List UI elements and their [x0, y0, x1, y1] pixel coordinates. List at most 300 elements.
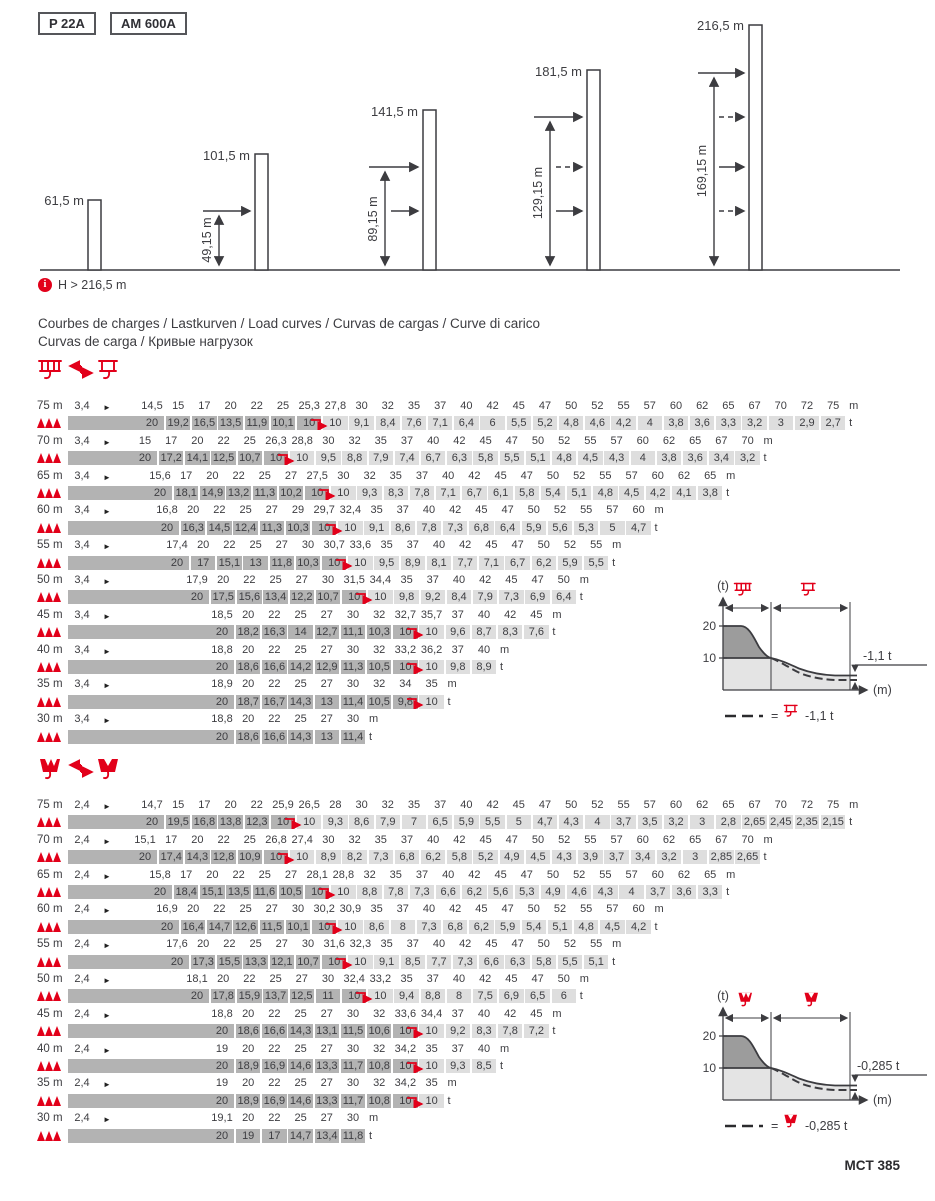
min-radius-value: 2,4	[74, 1043, 90, 1055]
radius-cell: 26,8	[265, 834, 287, 846]
load-band	[68, 955, 166, 969]
radius-cell: 35	[389, 470, 402, 482]
min-radius-value: 3,4	[74, 713, 90, 725]
delta-label: -1,1 t	[863, 649, 892, 663]
radius-cell: 37	[451, 1043, 464, 1055]
radius-cell: 32	[373, 1077, 386, 1089]
radius-cell: 32,3	[349, 938, 372, 950]
radius-row	[0, 398, 935, 415]
load-cell: 8,3	[384, 486, 409, 500]
load-cell: 13,1	[316, 1025, 338, 1037]
radius-cell: 30	[301, 539, 315, 551]
radius-cell: 52	[558, 435, 571, 447]
radius-cell: 37	[434, 400, 447, 412]
radius-cell: 42	[486, 400, 499, 412]
radius-cell: 42	[479, 973, 492, 985]
y-tick-10: 10	[702, 651, 716, 665]
radius-cell: 27	[320, 1112, 333, 1124]
load-cell: 10	[264, 451, 289, 465]
load-cell: 12,3	[246, 816, 268, 828]
load-cell: 4,5	[578, 451, 603, 465]
load-cell: 8,8	[357, 885, 382, 899]
min-radius-value: 2,4	[74, 1008, 90, 1020]
radius-cell: 55	[584, 834, 597, 846]
radius-cell: 28	[329, 799, 342, 811]
load-cell: 15,1	[218, 557, 241, 569]
load-cell: 11,1	[342, 626, 364, 638]
radius-unit-label: m	[499, 1043, 510, 1055]
radius-cell: 22	[223, 938, 236, 950]
load-cell: 9,1	[364, 521, 389, 535]
radius-cell: 27	[265, 504, 278, 516]
load-cell: 10	[419, 1059, 444, 1073]
radius-cell: 65	[689, 435, 702, 447]
load-cell: 8	[391, 920, 416, 934]
range-start-arrow-icon: ►	[103, 403, 111, 412]
load-row-icon	[37, 558, 63, 568]
load-cell: 7,5	[473, 989, 498, 1003]
radius-cell: 20	[206, 869, 219, 881]
load-cell: 7,2	[524, 1024, 549, 1038]
radius-unit-label: m	[654, 903, 664, 915]
load-cell: 11,3	[342, 661, 364, 673]
load-unit-label: t	[763, 851, 767, 863]
load-cell: 5	[600, 521, 625, 535]
load-band	[68, 451, 134, 465]
load-cell: 17	[262, 1129, 287, 1143]
load-cell: 16,6	[263, 731, 286, 743]
radius-cell: 35	[380, 539, 393, 551]
height-note-text: H > 216,5 m	[58, 278, 127, 292]
radius-cell: 40	[427, 834, 440, 846]
load-cell: 11,5	[261, 921, 283, 933]
load-cell: 3,8	[664, 416, 689, 430]
load-cell: 11	[316, 989, 341, 1003]
load-cell: 3	[769, 416, 794, 430]
load-cell: 4,8	[559, 416, 584, 430]
load-cell: 11,8	[342, 1130, 364, 1142]
radius-cell: 20	[217, 973, 230, 985]
radius-cell: 30	[346, 1043, 360, 1055]
radius-cell: 20	[224, 400, 237, 412]
load-row-icon	[37, 592, 63, 602]
load-cell: 20	[155, 521, 180, 535]
jib-length-label: 50 m	[37, 973, 63, 985]
load-band	[68, 815, 141, 829]
load-cell: 3,8	[698, 486, 723, 500]
radius-cell: 35,7	[420, 609, 443, 621]
jib-length-label: 35 m	[37, 678, 63, 690]
load-cell: 12,8	[212, 851, 235, 863]
load-cell: 16,9	[263, 1095, 286, 1107]
load-cell: 2,65	[736, 851, 759, 863]
load-cell: 14,9	[201, 487, 224, 499]
radius-cell: 60	[651, 470, 664, 482]
radius-cell: 27	[320, 644, 333, 656]
load-cell: 4,3	[593, 885, 618, 899]
load-cell: 2,9	[795, 416, 820, 430]
load-cell: 3,2	[657, 850, 682, 864]
load-unit-label: t	[579, 990, 583, 1002]
radius-cell: 65	[722, 400, 735, 412]
radius-cell: 60	[669, 799, 683, 811]
radius-cell: 37	[451, 644, 464, 656]
section-heading	[38, 315, 540, 350]
load-row	[0, 954, 935, 971]
radius-cell: 29,7	[313, 504, 335, 516]
radius-cell: 62	[696, 799, 709, 811]
load-row-icon	[37, 1061, 63, 1071]
info-icon: i	[38, 278, 52, 292]
radius-cell: 32	[373, 678, 386, 690]
load-cell: 7,3	[453, 955, 478, 969]
load-cell: 13	[315, 695, 340, 709]
radius-cell: 34	[399, 678, 412, 690]
load-cell: 5,9	[522, 521, 547, 535]
load-cell: 8,6	[349, 815, 374, 829]
radius-cell: 17	[198, 400, 211, 412]
min-radius-value: 3,4	[74, 435, 90, 447]
load-cell: 4,3	[604, 451, 629, 465]
load-cell: 9,3	[357, 486, 382, 500]
radius-cell: 32	[381, 799, 394, 811]
range-start-arrow-icon: ►	[103, 872, 111, 881]
min-radius-value: 2,4	[74, 834, 90, 846]
load-row-icon	[37, 1131, 63, 1141]
radius-cell: 72	[800, 799, 814, 811]
load-cell: 6,7	[421, 451, 446, 465]
radius-cell: 37	[396, 903, 409, 915]
radius-cell: 22	[250, 400, 263, 412]
load-cell: 5,6	[548, 521, 573, 535]
radius-cell: 32	[373, 644, 386, 656]
radius-cell: 40	[422, 504, 436, 516]
radius-cell: 40	[477, 1043, 491, 1055]
radius-cell: 35	[370, 504, 383, 516]
radius-cell: 17	[198, 799, 211, 811]
load-cell: 10	[393, 1024, 418, 1038]
load-cell: 13,3	[316, 1060, 338, 1072]
load-cell: 16,6	[263, 1025, 286, 1037]
radius-cell: 34,4	[369, 574, 392, 586]
radius-cell: 45	[479, 435, 492, 447]
radius-cell: 50	[537, 539, 550, 551]
load-unit-label: t	[763, 452, 767, 464]
radius-cell: 42	[468, 470, 481, 482]
load-cell: 6,4	[454, 416, 479, 430]
tower-5-height-label: 216,5 m	[697, 18, 744, 33]
load-cell: 20	[155, 920, 180, 934]
radius-cell: 42	[504, 609, 517, 621]
radius-cell: 45	[505, 973, 518, 985]
load-cell: 10,5	[368, 696, 390, 708]
trolley-a-icon	[739, 993, 753, 1006]
radius-cell: 35	[425, 1077, 438, 1089]
load-band	[68, 920, 156, 934]
radius-cell: 45	[485, 539, 498, 551]
radius-cell: 25	[249, 539, 262, 551]
load-cell: 14,3	[289, 696, 312, 708]
load-cell: 4,1	[672, 486, 697, 500]
trolley-b-icon	[784, 1115, 797, 1127]
range-start-arrow-icon: ►	[103, 837, 111, 846]
radius-cell: 60	[636, 834, 649, 846]
load-cell: 7,9	[369, 451, 394, 465]
load-cell: 8,3	[498, 625, 523, 639]
radius-cell: 20	[197, 539, 210, 551]
load-cell: 10	[393, 625, 418, 639]
load-cell: 5,8	[473, 451, 498, 465]
radius-row	[0, 971, 935, 988]
load-cell: 20	[185, 590, 210, 604]
load-cell: 13	[315, 730, 340, 744]
load-band	[68, 885, 149, 899]
load-cell: 10	[348, 955, 373, 969]
load-cell: 15,1	[201, 886, 224, 898]
min-radius-value: 3,4	[74, 539, 90, 551]
radius-cell: 22	[268, 609, 281, 621]
radius-unit-label: m	[552, 1008, 562, 1020]
radius-cell: 30,7	[323, 539, 345, 551]
load-cell: 11,3	[261, 522, 283, 534]
tower-3-height-label: 141,5 m	[371, 104, 418, 119]
load-cell: 6	[480, 416, 505, 430]
load-cell: 12,6	[234, 921, 257, 933]
min-radius-value: 3,4	[74, 644, 90, 656]
radius-cell: 30	[322, 834, 335, 846]
load-row-icon	[37, 991, 63, 1001]
load-cell: 5	[507, 815, 532, 829]
load-cell: 8,6	[391, 521, 416, 535]
load-cell: 10,3	[297, 557, 319, 569]
load-cell: 10	[419, 695, 444, 709]
load-cell: 10,9	[239, 851, 261, 863]
radius-cell: 22	[223, 539, 236, 551]
radius-cell: 55	[617, 400, 630, 412]
radius-cell: 20	[224, 799, 237, 811]
radius-cell: 50	[546, 869, 560, 881]
load-cell: 5,1	[526, 451, 551, 465]
radius-cell: 25	[258, 470, 271, 482]
load-cell: 10,3	[368, 626, 390, 638]
load-cell: 14,5	[208, 522, 231, 534]
load-cell: 7,7	[427, 955, 452, 969]
radius-cell: 32	[373, 1008, 386, 1020]
load-cell: 3,9	[578, 850, 603, 864]
load-cell: 5,3	[574, 521, 599, 535]
min-radius-value: 2,4	[74, 799, 90, 811]
radius-cell: 47	[531, 574, 544, 586]
load-cell: 12,4	[234, 522, 257, 534]
load-cell: 8,3	[472, 1024, 497, 1038]
jib-length-label: 75 m	[37, 799, 63, 811]
radius-cell: 50	[531, 834, 545, 846]
load-cell: 4,6	[567, 885, 592, 899]
radius-cell: 32	[381, 400, 394, 412]
load-cell: 6,3	[447, 451, 472, 465]
min-radius-value: 2,4	[74, 973, 90, 985]
radius-cell: 40	[452, 574, 466, 586]
range-start-arrow-icon: ►	[103, 1046, 111, 1055]
load-cell: 3,6	[672, 885, 697, 899]
load-cell: 11,8	[271, 557, 293, 569]
min-radius-value: 3,4	[74, 609, 90, 621]
radius-cell: 22	[217, 435, 230, 447]
radius-cell: 30	[321, 973, 335, 985]
radius-cell: 20	[187, 903, 200, 915]
radius-cell: 52	[553, 504, 567, 516]
jib-length-label: 40 m	[37, 1043, 63, 1055]
radius-cell: 50	[557, 574, 570, 586]
load-cell: 10	[322, 955, 347, 969]
radius-unit-label: m	[849, 400, 859, 412]
radius-cell: 25	[276, 400, 290, 412]
radius-unit-label: m	[552, 609, 562, 621]
radius-cell: 30	[346, 1008, 360, 1020]
load-step-arrow-icon	[317, 487, 343, 500]
radius-cell: 25	[258, 869, 271, 881]
load-cell: 14,6	[289, 1095, 312, 1107]
load-cell: 6,4	[495, 521, 520, 535]
load-cell: 6,6	[479, 955, 504, 969]
load-row-icon	[37, 887, 63, 897]
jib-length-label: 65 m	[37, 470, 63, 482]
tower-height-diagram	[0, 0, 935, 300]
load-cell: 10,1	[287, 921, 309, 933]
load-row-icon	[37, 817, 63, 827]
radius-row	[0, 832, 935, 849]
radius-unit-label: m	[368, 1112, 379, 1124]
radius-cell: 37	[396, 504, 409, 516]
load-cell: 6,8	[443, 920, 468, 934]
radius-cell: 40	[452, 973, 466, 985]
radius-cell: 18,8	[211, 1008, 233, 1020]
range-start-arrow-icon: ►	[103, 906, 111, 915]
load-cell: 10	[305, 885, 330, 899]
load-cell: 8,9	[401, 556, 426, 570]
load-cell: 14,3	[289, 731, 312, 743]
radius-cell: 22	[232, 470, 245, 482]
load-cell: 4,9	[541, 885, 566, 899]
radius-cell: 30	[346, 678, 360, 690]
radius-cell: 27	[265, 903, 278, 915]
load-cell: 8,7	[472, 625, 497, 639]
radius-cell: 40	[460, 400, 473, 412]
load-cell: 18,1	[175, 487, 197, 499]
radius-cell: 34,4	[420, 1008, 443, 1020]
radius-cell: 30,2	[313, 903, 335, 915]
jib-length-label: 60 m	[37, 504, 63, 516]
load-cell: 10,3	[287, 522, 309, 534]
radius-cell: 22	[268, 644, 281, 656]
radius-cell: 27	[320, 678, 333, 690]
range-start-arrow-icon: ►	[103, 542, 111, 551]
load-cell: 12,5	[291, 990, 313, 1002]
load-cell: 5,9	[495, 920, 520, 934]
radius-cell: 62	[662, 435, 676, 447]
load-cell: 15,9	[238, 990, 261, 1002]
range-start-arrow-icon: ►	[103, 577, 111, 586]
load-cell: 8,8	[421, 989, 446, 1003]
load-step-arrow-icon	[276, 851, 302, 864]
load-cell: 7,1	[428, 416, 453, 430]
load-cell: 20	[210, 1129, 235, 1143]
radius-cell: 72	[800, 400, 814, 412]
radius-cell: 35	[389, 869, 402, 881]
radius-cell: 25	[294, 678, 307, 690]
jib-length-label: 55 m	[37, 938, 63, 950]
load-cell: 10	[322, 556, 347, 570]
range-start-arrow-icon: ►	[103, 1011, 111, 1020]
radius-cell: 57	[643, 400, 656, 412]
radius-cell: 57	[610, 834, 623, 846]
radius-cell: 45	[494, 869, 507, 881]
load-cell: 10	[393, 1059, 418, 1073]
radius-cell: 52	[573, 470, 586, 482]
load-cell: 20	[133, 850, 158, 864]
load-band	[68, 1129, 211, 1143]
radius-cell: 17	[180, 470, 193, 482]
radius-cell: 35	[400, 973, 413, 985]
radius-cell: 35	[374, 834, 387, 846]
load-cell: 20	[133, 451, 158, 465]
radius-cell: 42	[479, 574, 492, 586]
load-cell: 7,4	[395, 451, 420, 465]
trolley-a-icon	[40, 759, 60, 778]
radius-cell: 26,3	[265, 435, 287, 447]
radius-cell: 42	[504, 1008, 517, 1020]
min-radius-value: 3,4	[74, 678, 90, 690]
load-cell: 7,6	[524, 625, 549, 639]
radius-cell: 30	[346, 609, 360, 621]
load-band	[68, 416, 141, 430]
load-cell: 10	[323, 416, 348, 430]
load-cell: 4,5	[600, 920, 625, 934]
radius-cell: 30	[291, 903, 305, 915]
load-unit-label: t	[654, 921, 658, 933]
load-cell: 10,1	[272, 417, 294, 429]
load-cell: 10	[368, 590, 393, 604]
load-cell: 7,8	[417, 521, 442, 535]
load-cell: 4,2	[646, 486, 671, 500]
radius-cell: 22	[268, 713, 281, 725]
load-cell: 3,4	[631, 850, 656, 864]
radius-cell: 37	[400, 435, 414, 447]
radius-cell: 27	[295, 973, 308, 985]
load-band	[68, 1059, 211, 1073]
load-cell: 12,2	[291, 591, 313, 603]
radius-cell: 25	[243, 435, 256, 447]
load-cell: 10	[393, 660, 418, 674]
load-step-arrow-icon	[324, 522, 350, 535]
trolley-b-icon	[805, 993, 819, 1006]
load-cell: 3	[690, 815, 715, 829]
radius-cell: 45	[512, 799, 525, 811]
tower-3	[423, 110, 436, 270]
radius-cell: 57	[643, 799, 656, 811]
load-row	[0, 814, 935, 831]
load-cell: 14,7	[289, 1130, 312, 1142]
load-cell: 7,3	[499, 590, 524, 604]
radius-cell: 42	[449, 504, 462, 516]
load-step-arrow-icon	[324, 921, 350, 934]
load-row	[0, 520, 935, 537]
load-cell: 4,9	[500, 850, 525, 864]
load-cell: 11,3	[254, 487, 276, 499]
load-cell: 3,2	[742, 416, 767, 430]
range-start-arrow-icon: ►	[103, 438, 111, 447]
load-cell: 11,4	[342, 696, 364, 708]
